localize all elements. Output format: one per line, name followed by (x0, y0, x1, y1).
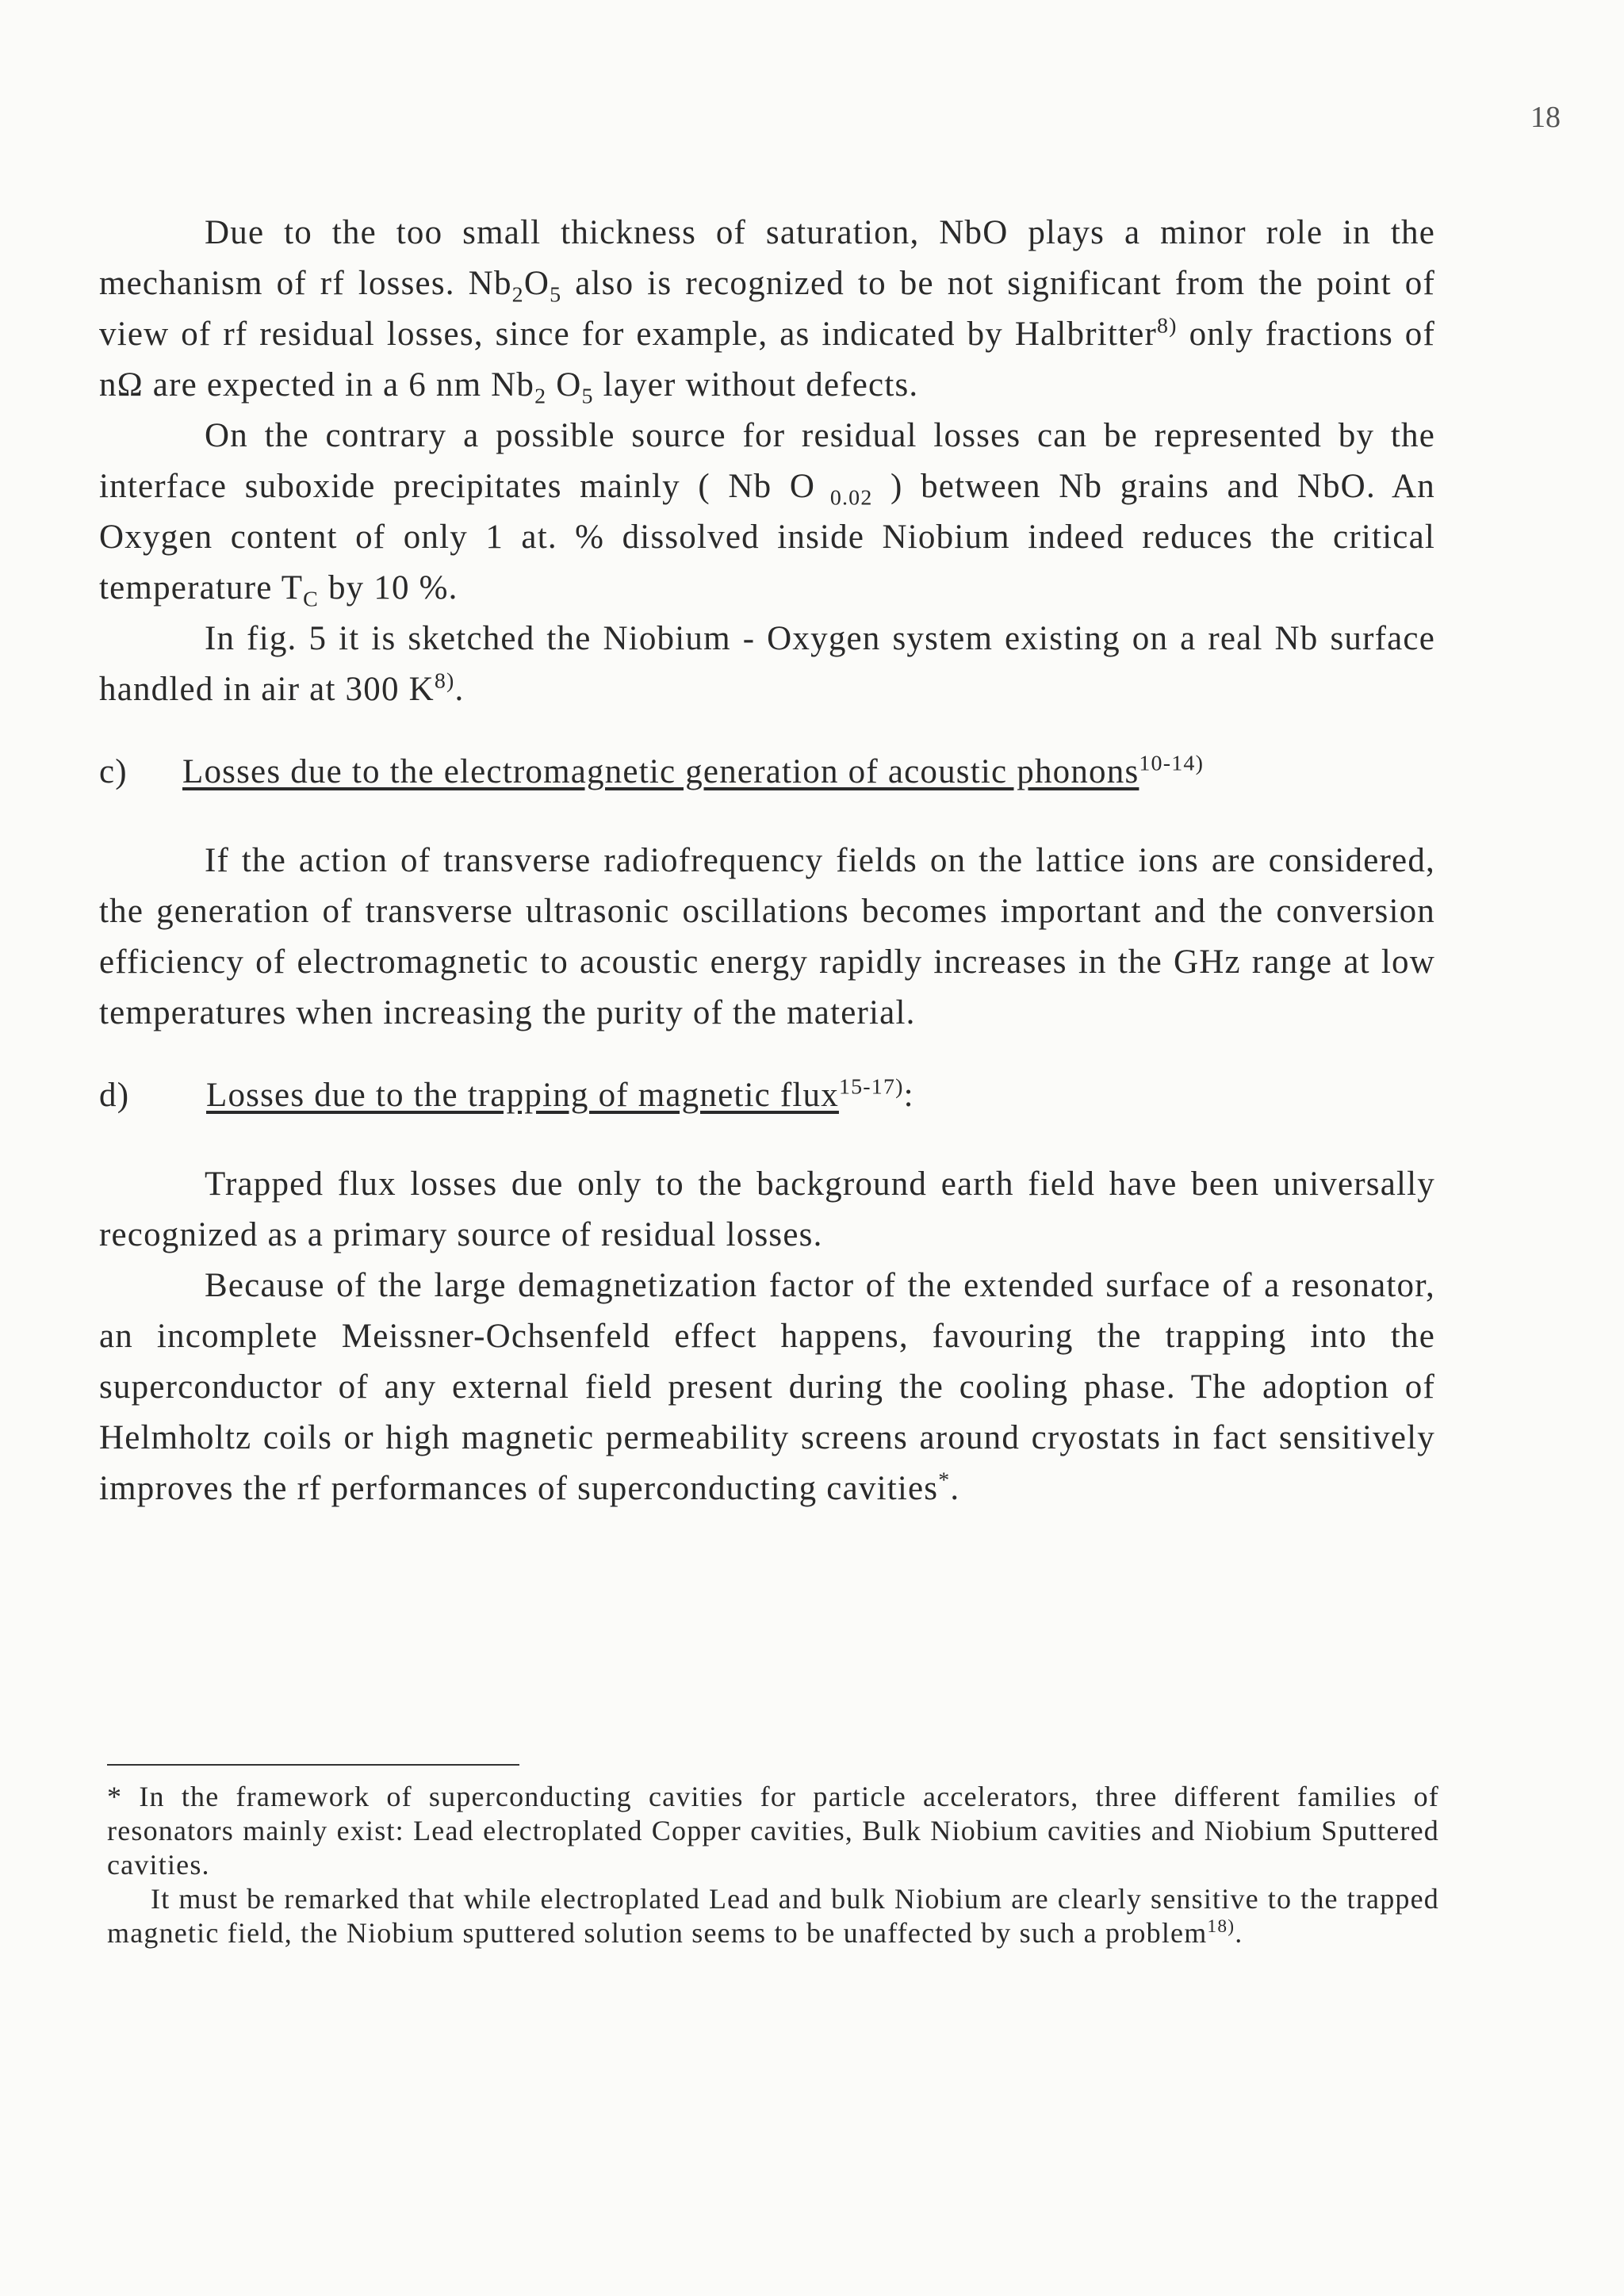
reference-superscript: 18) (1207, 1916, 1235, 1937)
subscript: 2 (534, 384, 547, 409)
text-run: O (523, 265, 550, 302)
text-run: On the contrary a possible source for residual losses can be represented by the interface suboxide precipitates mainly ( Nb O (99, 417, 1435, 505)
main-text (99, 208, 1435, 1514)
text-run: only fractions of nΩ are expected in a 6 nm Nb (99, 316, 1435, 404)
text-run: Because of the large demagnetization factor of the extended surface of a resonator, an incomplete Meissner-Ochsenfeld effect happens, favouring the trapping into the superconductor of any external field present during the cooling phase. The adoption of Helmholtz coils or high magnetic permeability screens around cryostats in fact sensitively improves the rf performances of superconducting cavities (99, 1267, 1435, 1507)
subscript: 2 (511, 282, 524, 308)
text-run: : (903, 1077, 914, 1114)
reference-superscript: 10-14) (1139, 751, 1205, 776)
subscript: C (303, 587, 320, 612)
section-heading-d (99, 1070, 1435, 1121)
paragraph-phonons: If the action of transverse radiofrequency fields on the lattice ions are considered, the generation of transverse ultrasonic oscillations becomes important and the conversion efficiency of electromagnetic to acoustic energy rapidly increases in the GHz range at low temperatures when increasing the purity of the material. (99, 842, 1435, 1031)
paragraph-trapped-flux: Trapped flux losses due only to the background earth field have been universally recognized as a primary source of residual losses. (99, 1165, 1435, 1253)
subscript: 0.02 (815, 485, 873, 511)
text-run: Due to the too small thickness of saturation, NbO plays a minor role in the mechanism of rf losses. Nb (99, 214, 1435, 302)
text-run: layer without defects. (593, 366, 919, 404)
text-run: . (950, 1470, 960, 1507)
text-run: It must be remarked that while electroplated Lead and bulk Niobium are clearly sensitive to the trapped magnetic field, the Niobium sputtered solution seems to be unaffected by such a problem (107, 1883, 1439, 1949)
paragraph-suboxide (99, 411, 1435, 614)
text-run: ) between Nb grains and NbO. An Oxygen content of only 1 at. % dissolved inside Niobium indeed reduces the critical temperature T (99, 468, 1435, 607)
subscript: 5 (581, 384, 594, 409)
text-run: also is recognized to be not significant from the point of view of rf residual losses, since for example, as indicated by Halbritter (99, 265, 1435, 353)
section-title: Losses due to the trapping of magnetic flux (206, 1077, 839, 1114)
text-run: . (1235, 1917, 1243, 1949)
footnote (107, 1780, 1439, 1950)
section-title-wrap (182, 747, 1204, 798)
paragraph-demagnetization (99, 1261, 1435, 1514)
section-title-wrap (206, 1070, 914, 1121)
text-run: O (546, 366, 582, 404)
footnote-paragraph (107, 1882, 1439, 1950)
section-label: c) (99, 753, 128, 790)
reference-superscript: 8) (1157, 313, 1178, 339)
page-number: 18 (1530, 101, 1561, 134)
section-title: Losses due to the electromagnetic generation of acoustic phonons (182, 753, 1139, 790)
paragraph-nbo (99, 208, 1435, 411)
text-run: by 10 %. (319, 569, 458, 607)
footnote-paragraph: * In the framework of superconducting cavities for particle accelerators, three different families of resonators mainly exist: Lead electroplated Copper cavities, Bulk Niobium cavities and Niobium Sputtered cavities. (107, 1781, 1439, 1881)
footnote-divider (107, 1764, 519, 1766)
subscript: 5 (550, 282, 562, 308)
section-heading-c (99, 747, 1435, 798)
text-run: In fig. 5 it is sketched the Niobium - Oxygen system existing on a real Nb surface handled in air at 300 K (99, 620, 1435, 708)
text-run: . (454, 671, 465, 708)
paragraph-fig5 (99, 614, 1435, 715)
reference-superscript: 8) (434, 668, 455, 694)
section-label: d) (99, 1077, 130, 1114)
reference-superscript: 15-17) (838, 1074, 904, 1100)
footnote-marker: * (938, 1468, 951, 1493)
